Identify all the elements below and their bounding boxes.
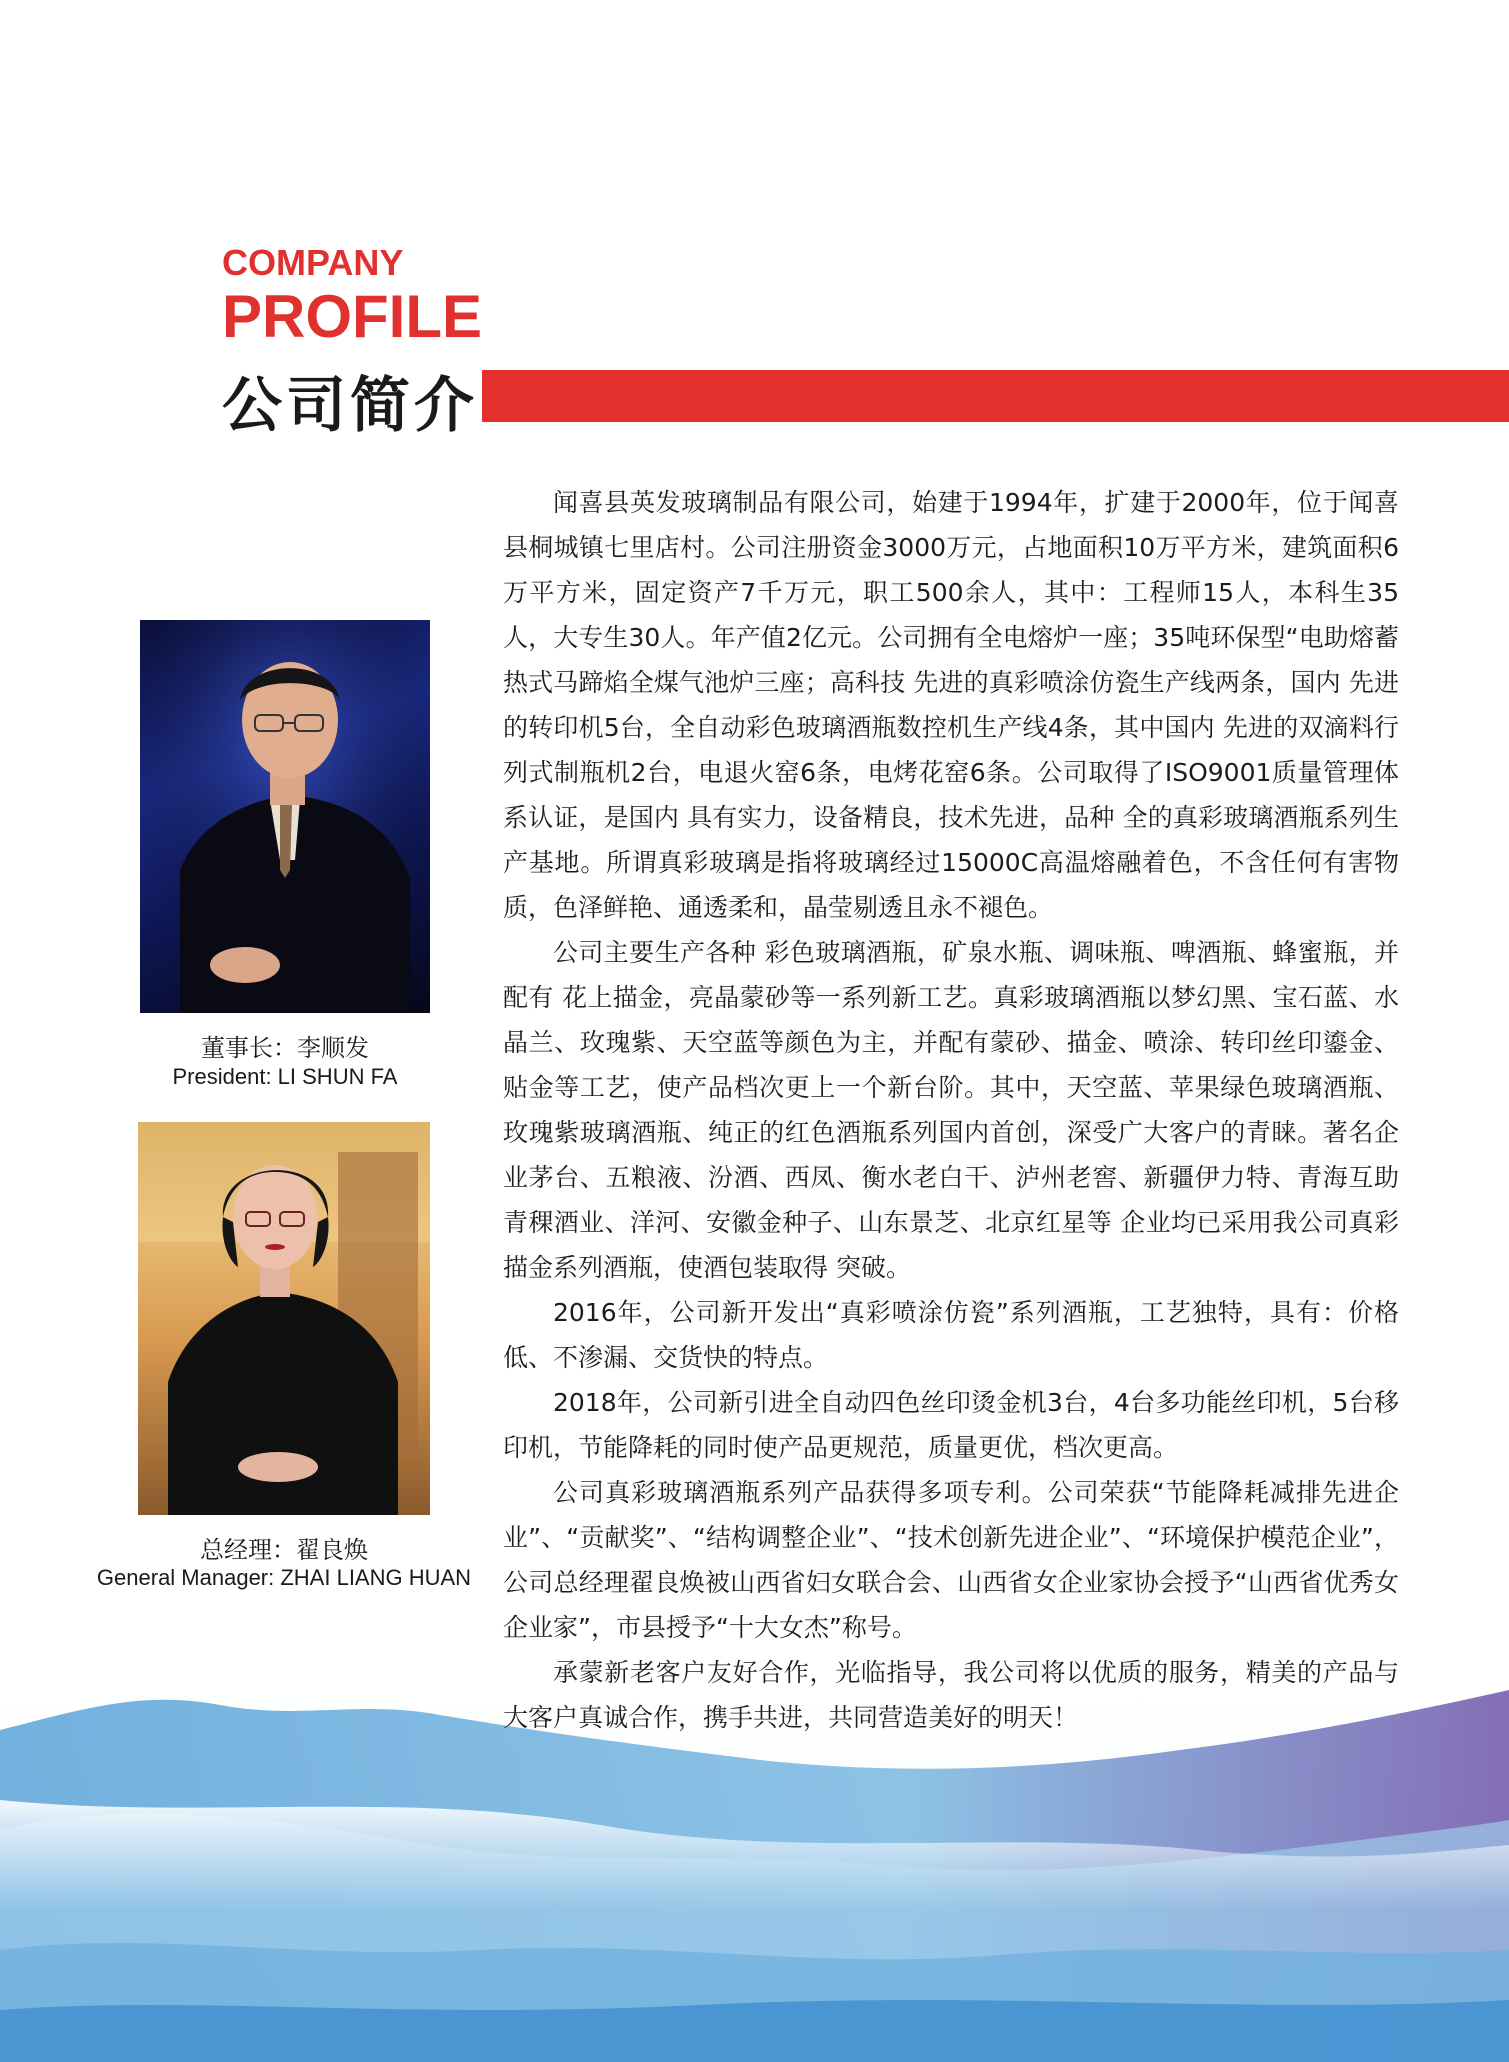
heading-company: COMPANY (222, 242, 404, 283)
manager-caption-cn: 总经理：翟良焕 (200, 1536, 368, 1564)
paragraph-intro: 闻喜县英发玻璃制品有限公司，始建于1994年，扩建于2000年，位于闻喜县桐城镇七里店村。公司注册资金3000万元，占地面积10万平方米，建筑面积6万平方米，固定资产7千万元，职工500余人，其中：工程师15人，本科生35人，大专生30人。年产值2亿元。公司拥有全电熔炉一座；35吨环保型“电助熔蓄热式马蹄焰全煤气池炉三座；高科技 先进的真彩喷涂仿瓷生产线两条，国内 先进的转印机5台，全自动彩色玻璃酒瓶数控机生产线4条，其中国内 先进的双滴料行列式制瓶机2台，电退火窑6条，电烤花窑6条。公司取得了ISO9001质量管理体系认证，是国内 具有实力，设备精良，技术先进，品种 全的真彩玻璃酒瓶系列生产基地。所谓真彩玻璃是指将玻璃经过15000C高温熔融着色，不含任何有害物质，色泽鲜艳、通透柔和，晶莹剔透且永不褪色。 (503, 488, 1399, 922)
company-profile-body (503, 480, 1399, 1740)
heading-profile: PROFILE (222, 283, 483, 350)
president-caption-cn: 董事长：李顺发 (201, 1034, 369, 1062)
president-photo (140, 620, 430, 1013)
paragraph-closing: 承蒙新老客户友好合作，光临指导，我公司将以优质的服务，精美的产品与大客户真诚合作，携手共进，共同营造美好的明天！ (503, 1658, 1399, 1732)
paragraph-2016: 2016年，公司新开发出“真彩喷涂仿瓷”系列酒瓶，工艺独特，具有：价格低、不渗漏、交货快的特点。 (503, 1298, 1399, 1372)
heading-cn-title: 公司简介 (222, 371, 478, 441)
paragraph-honors: 公司真彩玻璃酒瓶系列产品获得多项专利。公司荣获“节能降耗减排先进企业”、“贡献奖”、“结构调整企业”、“技术创新先进企业”、“环境保护模范企业”，公司总经理翟良焕被山西省妇女联合会、山西省女企业家协会授予“山西省优秀女企业家”，市县授予“十大女杰”称号。 (503, 1478, 1399, 1642)
title-accent-bar (482, 370, 1509, 422)
paragraph-2018: 2018年，公司新引进全自动四色丝印烫金机3台，4台多功能丝印机，5台移印机，节能降耗的同时使产品更规范，质量更优，档次更高。 (503, 1388, 1399, 1462)
paragraph-products: 公司主要生产各种 彩色玻璃酒瓶，矿泉水瓶、调味瓶、啤酒瓶、蜂蜜瓶，并配有 花上描金，亮晶蒙砂等一系列新工艺。真彩玻璃酒瓶以梦幻黑、宝石蓝、水晶兰、玫瑰紫、天空蓝等颜色为主，并配有蒙砂、描金、喷涂、转印丝印鎏金、贴金等工艺，使产品档次更上一个新台阶。其中，天空蓝、苹果绿色玻璃酒瓶、玫瑰紫玻璃酒瓶、纯正的红色酒瓶系列国内首创，深受广大客户的青睐。著名企业茅台、五粮液、汾酒、西凤、衡水老白干、泸州老窖、新疆伊力特、青海互助青稞酒业、洋河、安徽金种子、山东景芝、北京红星等 企业均已采用我公司真彩描金系列酒瓶，使酒包装取得 突破。 (503, 938, 1399, 1282)
manager-caption-en: General Manager: ZHAI LIANG HUAN (96, 1565, 472, 1590)
president-caption-en: President: LI SHUN FA (172, 1064, 398, 1089)
manager-photo (138, 1122, 430, 1515)
